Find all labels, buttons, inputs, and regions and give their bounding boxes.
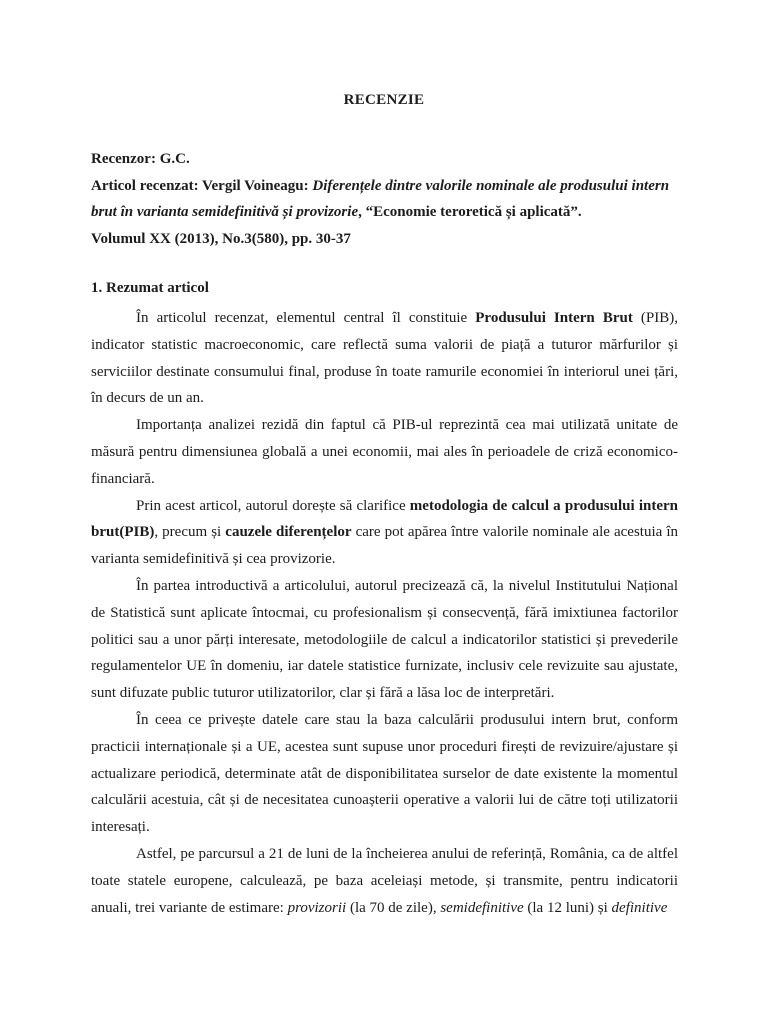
p6-italic-provizorii: provizorii bbox=[287, 899, 347, 916]
p6-italic-semidefinitive: semidefinitive bbox=[440, 899, 524, 916]
paragraph-1 bbox=[91, 305, 678, 412]
section-heading: 1. Rezumat articol bbox=[91, 280, 209, 296]
paragraph-3 bbox=[91, 493, 678, 573]
p3-text-c: , precum și bbox=[154, 524, 226, 541]
paragraph-5: În ceea ce privește datele care stau la baza calculării produsului intern brut, conform practicii internaționale și a UE, acestea sunt supuse unor proceduri firești de revizuire/ajustare și actualizare periodică, determinate atât de disponibilitatea surselor de date existente la momentul calculării acestuia, cât și de necesitatea cunoașterii operative a valorii lui de către toți utilizatorii interesați. bbox=[91, 711, 678, 836]
p3-bold-causes: cauzele diferențelor bbox=[225, 524, 352, 541]
p6-italic-definitive: definitive bbox=[611, 899, 668, 916]
body-text bbox=[91, 305, 678, 921]
paragraph-6 bbox=[91, 841, 678, 921]
journal-name: “Economie teroretică și aplicată”. bbox=[365, 204, 582, 220]
p1-text-c: (PIB), indicator statistic macroeconomic, care reflectă suma valorii de piață a tuturor mărfurilor și serviciilor destinate consumului final, produse în toate ramurile economiei în interiorul unei țări, în decurs de un an. bbox=[91, 310, 678, 407]
p1-bold-term: Produsului Intern Brut bbox=[475, 310, 633, 326]
article-label: Articol recenzat: Vergil Voineagu: bbox=[91, 177, 313, 194]
p3-bold-methodology: metodologia de calcul a produsului intern brut(PIB) bbox=[91, 497, 678, 541]
article-separator: , bbox=[358, 204, 366, 220]
review-metadata bbox=[91, 146, 691, 252]
paragraph-2: Importanța analizei rezidă din faptul că PIB-ul reprezintă cea mai utilizată unitate de măsură pentru dimensiunea globală a unei economii, mai ales în perioadele de criză economico-financiară. bbox=[91, 417, 678, 487]
p3-text-e: care pot apărea între valorile nominale ale acestuia în varianta semidefinitivă și cea provizorie. bbox=[91, 524, 679, 568]
reviewer-line: Recenzor: G.C. bbox=[91, 151, 190, 167]
p6-text-e: (la 12 luni) și bbox=[523, 899, 612, 916]
document-title: RECENZIE bbox=[343, 92, 425, 108]
p3-text-a: Prin acest articol, autorul dorește să clarifice bbox=[136, 497, 410, 514]
article-line bbox=[91, 173, 689, 226]
paragraph-4: În partea introductivă a articolului, autorul precizează că, la nivelul Institutului Național de Statistică sunt aplicate întocmai, cu profesionalism și consecvență, fără imixtiunea factorilor politici sau a unor părți interesate, metodologiile de calcul a indicatorilor statistici și prevederile regulamentelor UE în domeniu, iar datele statistice furnizate, inclusiv cele revizuite sau ajustate, sunt difuzate public tuturor utilizatorilor, clar și fără a lăsa loc de interpretări. bbox=[91, 577, 678, 702]
volume-line: Volumul XX (2013), No.3(580), pp. 30-37 bbox=[91, 230, 351, 247]
p1-text-a: În articolul recenzat, elementul central îl constituie bbox=[136, 310, 476, 326]
p6-text-a: Astfel, pe parcursul a 21 de luni de la încheierea anului de referință, România, ca de altfel toate statele europene, calculează, pe baza aceleiași metode, și transmite, pentru indicatorii anuali, trei variante de estimare: bbox=[91, 845, 678, 916]
article-title: Diferențele dintre valorile nominale ale produsului intern brut în varianta semidefinitivă și provizorie bbox=[91, 177, 670, 220]
p6-text-c: (la 70 de zile), bbox=[346, 899, 441, 916]
